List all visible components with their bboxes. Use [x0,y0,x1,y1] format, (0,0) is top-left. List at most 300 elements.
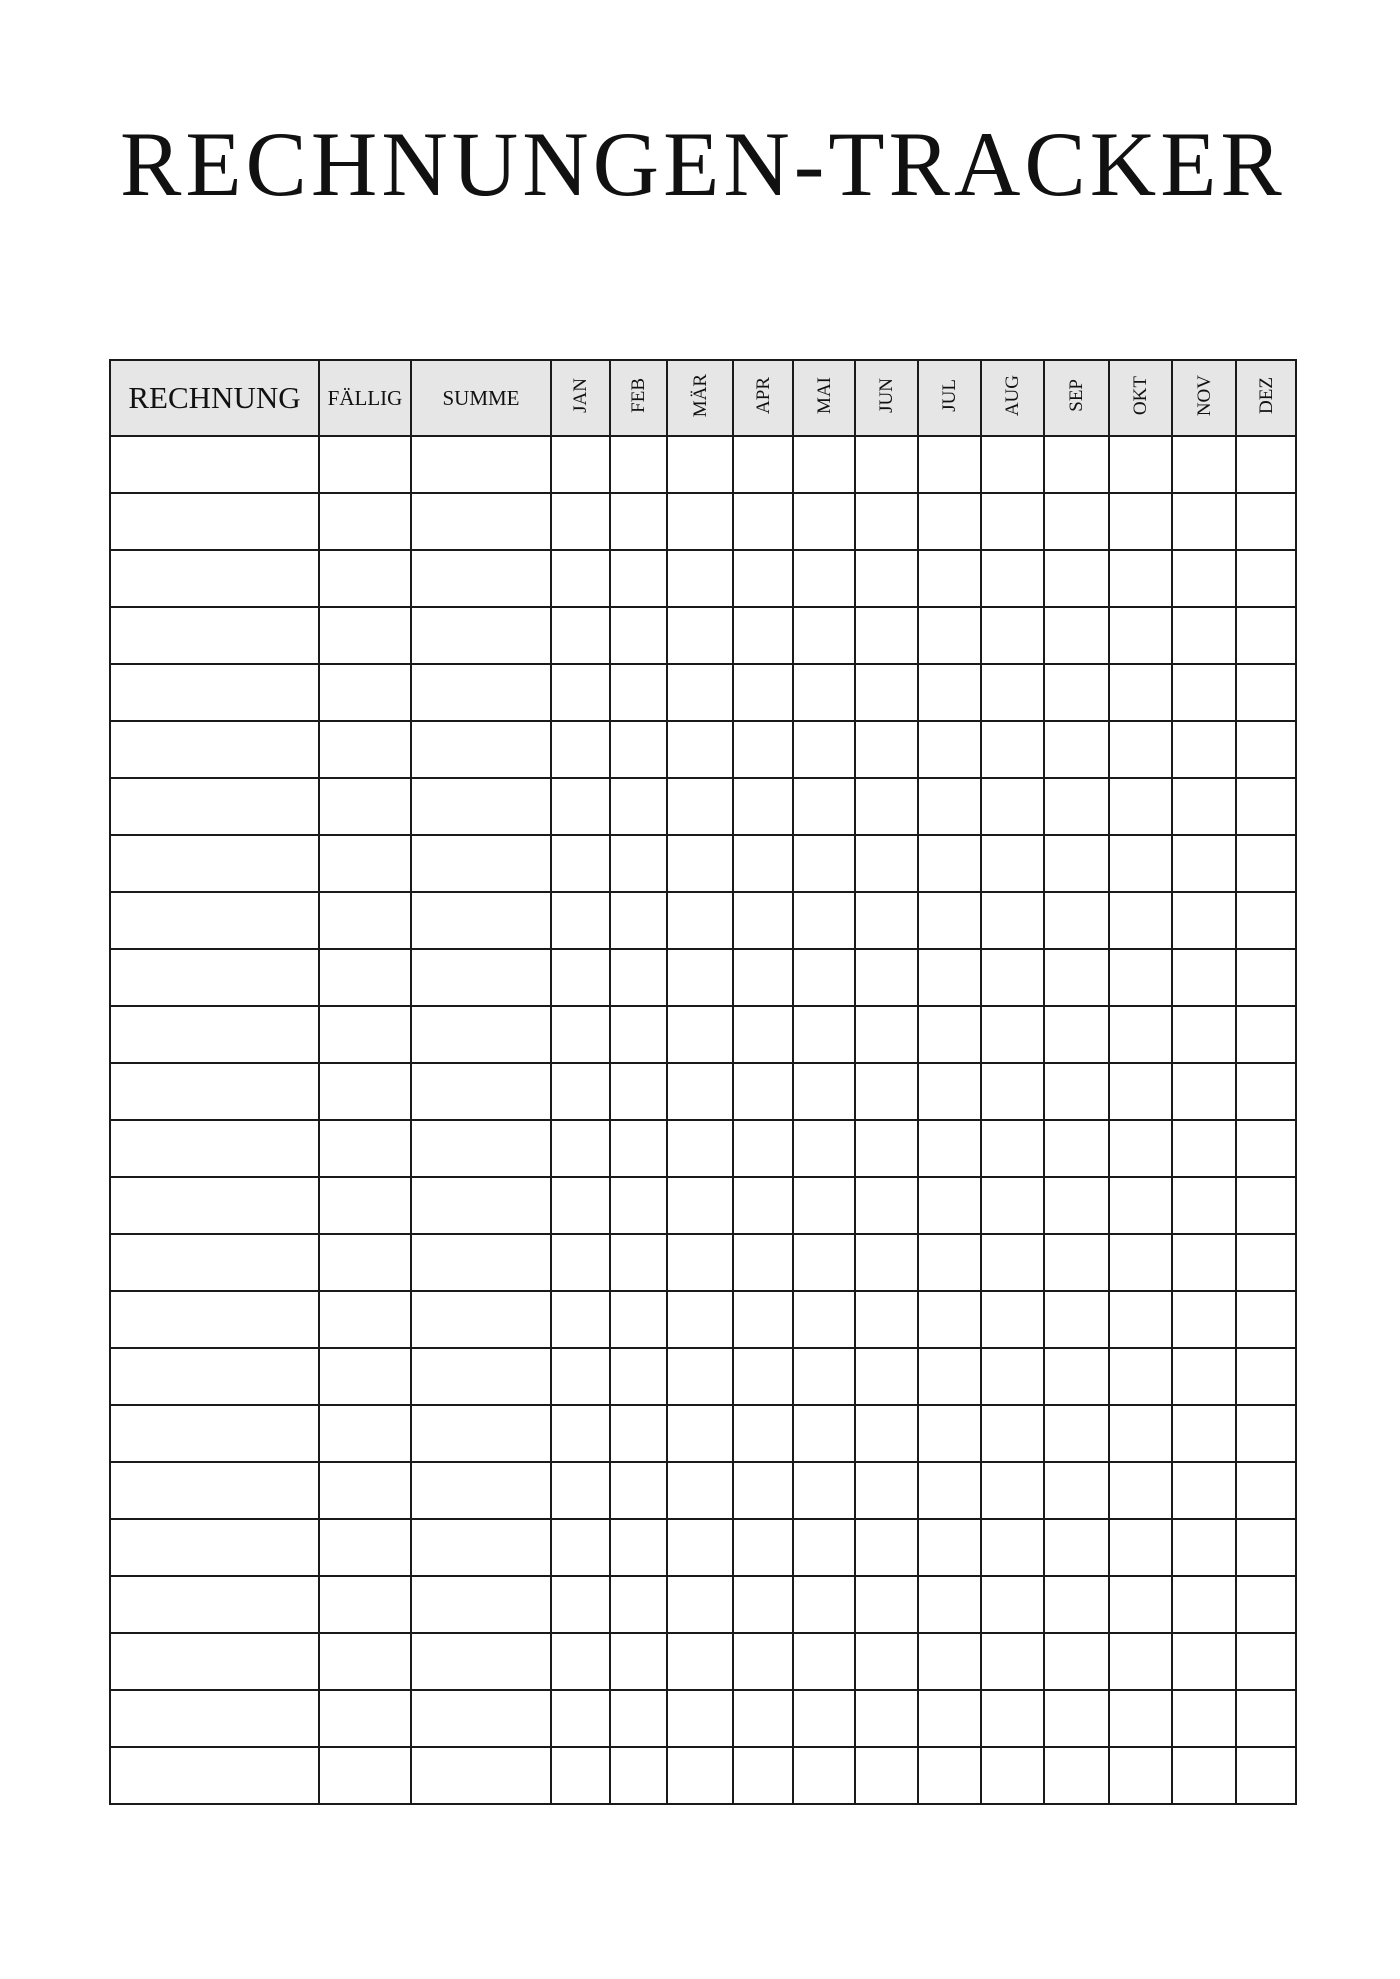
table-cell [319,1234,411,1291]
table-cell [793,1006,855,1063]
table-cell [1236,778,1296,835]
table-row [110,1747,1296,1804]
table-cell [733,664,793,721]
table-cell [1236,1063,1296,1120]
table-cell [667,1462,733,1519]
table-cell [1109,1462,1172,1519]
table-cell [110,1234,319,1291]
table-row [110,778,1296,835]
table-cell [1236,949,1296,1006]
table-cell [793,1348,855,1405]
table-cell [551,1348,610,1405]
table-row [110,1462,1296,1519]
table-cell [733,721,793,778]
table-cell [793,493,855,550]
table-cell [610,1063,667,1120]
table-cell [667,1177,733,1234]
table-cell [1236,436,1296,493]
table-cell [981,664,1044,721]
table-cell [319,778,411,835]
table-cell [1236,1633,1296,1690]
table-cell [551,1747,610,1804]
table-cell [110,1462,319,1519]
table-cell [918,1006,981,1063]
table-cell [855,664,918,721]
table-cell [551,1690,610,1747]
table-cell [551,493,610,550]
table-cell [1044,1291,1109,1348]
column-header-month [1172,360,1236,436]
table-cell [551,1405,610,1462]
table-cell [733,1177,793,1234]
table-cell [411,607,551,664]
table-cell [110,892,319,949]
table-cell [1109,1291,1172,1348]
table-cell [981,1405,1044,1462]
table-cell [319,721,411,778]
table-row [110,1576,1296,1633]
table-cell [793,1519,855,1576]
table-cell [667,436,733,493]
table-cell [1236,1690,1296,1747]
table-cell [793,778,855,835]
table-cell [1172,664,1236,721]
table-cell [319,835,411,892]
table-cell [981,1063,1044,1120]
table-row [110,1690,1296,1747]
table-cell [733,1006,793,1063]
table-cell [855,607,918,664]
table-cell [1044,664,1109,721]
table-cell [733,949,793,1006]
table-cell [411,1177,551,1234]
table-cell [1044,1006,1109,1063]
table-cell [1044,835,1109,892]
table-cell [610,664,667,721]
column-header-month [551,360,610,436]
table-row [110,1405,1296,1462]
table-row [110,835,1296,892]
table-cell [1109,664,1172,721]
table-cell [981,1348,1044,1405]
table-cell [855,1177,918,1234]
table-cell [918,1633,981,1690]
table-cell [1172,1519,1236,1576]
table-cell [855,1462,918,1519]
column-header-month [855,360,918,436]
table-cell [793,949,855,1006]
table-cell [610,892,667,949]
table-cell [110,1291,319,1348]
table-cell [1172,949,1236,1006]
table-cell [733,778,793,835]
table-cell [110,1747,319,1804]
column-header-summe: SUMME [411,360,551,436]
table-cell [110,1519,319,1576]
table-cell [551,1462,610,1519]
table-cell [981,1462,1044,1519]
table-cell [610,1120,667,1177]
table-cell [918,835,981,892]
table-cell [918,1120,981,1177]
table-cell [918,436,981,493]
table-cell [1236,835,1296,892]
table-cell [1109,1405,1172,1462]
table-cell [855,1006,918,1063]
table-cell [667,835,733,892]
table-cell [110,1633,319,1690]
table-row [110,1063,1296,1120]
table-cell [667,1690,733,1747]
table-cell [667,1063,733,1120]
table-cell [411,721,551,778]
table-cell [610,1348,667,1405]
table-cell [733,1462,793,1519]
table-cell [1236,1576,1296,1633]
month-label: FEB [628,378,649,413]
table-cell [610,1006,667,1063]
table-cell [1172,1177,1236,1234]
table-cell [610,1177,667,1234]
table-cell [411,892,551,949]
table-cell [981,493,1044,550]
table-cell [1109,1006,1172,1063]
column-header-month [667,360,733,436]
column-header-month [918,360,981,436]
table-row [110,949,1296,1006]
table-cell [1044,778,1109,835]
table-cell [1172,436,1236,493]
table-cell [981,1006,1044,1063]
table-cell [733,1747,793,1804]
table-cell [1172,721,1236,778]
table-cell [855,721,918,778]
table-cell [667,778,733,835]
table-cell [610,607,667,664]
table-cell [110,1348,319,1405]
table-cell [319,1405,411,1462]
column-header-month [793,360,855,436]
table-cell [319,949,411,1006]
table-row [110,1348,1296,1405]
table-cell [733,436,793,493]
table-cell [855,436,918,493]
table-cell [981,1690,1044,1747]
table-cell [1172,607,1236,664]
table-cell [319,436,411,493]
month-label: JUN [876,378,897,413]
table-cell [733,1519,793,1576]
table-cell [610,1405,667,1462]
table-cell [411,1234,551,1291]
table-row [110,1633,1296,1690]
column-header-rechnung: RECHNUNG [110,360,319,436]
table-cell [551,550,610,607]
table-cell [411,1006,551,1063]
table-cell [1172,1747,1236,1804]
table-cell [733,892,793,949]
table-row [110,493,1296,550]
table-cell [981,892,1044,949]
table-cell [110,1063,319,1120]
table-cell [1044,892,1109,949]
table-cell [1044,1462,1109,1519]
table-cell [981,436,1044,493]
table-cell [1109,1177,1172,1234]
table-cell [319,1690,411,1747]
table-cell [918,550,981,607]
table-cell [610,1462,667,1519]
table-cell [411,1519,551,1576]
table-cell [918,1291,981,1348]
table-cell [1109,1120,1172,1177]
table-cell [981,1633,1044,1690]
table-cell [110,493,319,550]
table-cell [1172,1006,1236,1063]
table-cell [855,1633,918,1690]
table-cell [793,835,855,892]
table-cell [1044,949,1109,1006]
table-cell [411,1120,551,1177]
table-cell [733,1633,793,1690]
column-header-faellig: FÄLLIG [319,360,411,436]
table-cell [918,1576,981,1633]
header-row [110,360,1296,436]
table-cell [855,550,918,607]
table-cell [733,550,793,607]
table-cell [667,949,733,1006]
table-cell [1109,1063,1172,1120]
table-cell [855,835,918,892]
table-cell [855,1519,918,1576]
column-header-month [610,360,667,436]
table-row [110,1006,1296,1063]
table-cell [1044,436,1109,493]
table-cell [918,1519,981,1576]
table-cell [667,664,733,721]
table-cell [1044,721,1109,778]
table-row [110,892,1296,949]
table-cell [551,1120,610,1177]
table-cell [793,721,855,778]
table-cell [667,1291,733,1348]
table-cell [855,1120,918,1177]
table-cell [610,1747,667,1804]
table-cell [551,1291,610,1348]
table-body [110,436,1296,1804]
table-cell [1172,1291,1236,1348]
table-cell [667,1633,733,1690]
table-cell [733,1405,793,1462]
table-cell [610,1234,667,1291]
table-cell [1172,1690,1236,1747]
table-row [110,1120,1296,1177]
month-label: MÄR [689,373,711,418]
table-cell [793,1234,855,1291]
table-cell [1236,1120,1296,1177]
table-cell [1172,1633,1236,1690]
table-cell [981,1291,1044,1348]
table-cell [551,778,610,835]
table-cell [610,1519,667,1576]
table-cell [1236,721,1296,778]
table-cell [1236,892,1296,949]
month-label: DEZ [1255,377,1277,414]
table-cell [667,1519,733,1576]
table-cell [981,1576,1044,1633]
table-cell [551,1519,610,1576]
table-cell [1044,1348,1109,1405]
table-cell [855,892,918,949]
table-cell [551,1633,610,1690]
table-cell [1236,607,1296,664]
table-cell [981,607,1044,664]
table-cell [1109,835,1172,892]
table-cell [667,550,733,607]
table-cell [733,835,793,892]
table-cell [110,550,319,607]
table-cell [667,1120,733,1177]
table-cell [319,1177,411,1234]
table-cell [667,1405,733,1462]
table-cell [918,493,981,550]
column-header-month [1109,360,1172,436]
table-cell [1236,664,1296,721]
table-cell [319,550,411,607]
table-cell [733,1063,793,1120]
table-cell [855,493,918,550]
table-cell [319,1006,411,1063]
table-cell [918,1234,981,1291]
table-cell [981,949,1044,1006]
table-cell [793,1177,855,1234]
table-row [110,721,1296,778]
table-cell [1044,1519,1109,1576]
table-cell [411,1747,551,1804]
table-cell [1172,1405,1236,1462]
table-cell [855,778,918,835]
table-cell [793,1291,855,1348]
table-cell [1044,1576,1109,1633]
table-cell [411,778,551,835]
table-cell [551,1063,610,1120]
table-cell [981,1234,1044,1291]
table-cell [551,892,610,949]
table-cell [981,550,1044,607]
month-label: NOV [1193,374,1215,417]
table-cell [319,892,411,949]
table-cell [551,664,610,721]
table-cell [319,493,411,550]
month-label: APR [752,377,774,414]
table-cell [1109,436,1172,493]
column-header-month [981,360,1044,436]
table-cell [918,949,981,1006]
table-cell [981,721,1044,778]
table-cell [551,1006,610,1063]
table-cell [918,1177,981,1234]
table-cell [1109,607,1172,664]
table-cell [1236,1234,1296,1291]
table-cell [1109,1234,1172,1291]
table-cell [1172,892,1236,949]
table-cell [411,550,551,607]
table-cell [981,835,1044,892]
table-cell [667,721,733,778]
table-cell [733,493,793,550]
table-cell [551,436,610,493]
table-cell [733,1348,793,1405]
table-cell [110,1576,319,1633]
table-cell [918,607,981,664]
table-cell [551,1234,610,1291]
table-cell [1172,493,1236,550]
table-cell [1109,949,1172,1006]
column-header-month [1044,360,1109,436]
table-cell [319,664,411,721]
table-cell [610,493,667,550]
table-cell [1172,1120,1236,1177]
table-cell [667,1006,733,1063]
table-cell [1172,1063,1236,1120]
month-label: JUL [939,379,960,412]
table-cell [793,1462,855,1519]
table-cell [110,436,319,493]
table-cell [1236,1462,1296,1519]
table-cell [1044,1120,1109,1177]
table-cell [793,1063,855,1120]
table-cell [1044,1063,1109,1120]
table-cell [411,493,551,550]
table-cell [793,607,855,664]
column-header-month [1236,360,1296,436]
table-cell [918,892,981,949]
table-cell [319,1348,411,1405]
table-cell [110,835,319,892]
table-cell [110,721,319,778]
table-cell [610,1633,667,1690]
table-cell [667,892,733,949]
table-cell [793,1747,855,1804]
table-cell [667,1234,733,1291]
table-cell [1109,1519,1172,1576]
table-cell [1044,550,1109,607]
table-cell [855,1405,918,1462]
month-label: MAI [813,377,835,414]
table-cell [1109,1690,1172,1747]
table-cell [667,1576,733,1633]
table-cell [793,892,855,949]
table-cell [411,1576,551,1633]
table-cell [110,1177,319,1234]
table-cell [733,1291,793,1348]
table-cell [918,1747,981,1804]
table-cell [918,1063,981,1120]
table-cell [110,1405,319,1462]
table-cell [1044,1234,1109,1291]
column-header-month [733,360,793,436]
table-cell [1044,1405,1109,1462]
table-cell [319,1063,411,1120]
table-cell [551,835,610,892]
table-cell [1236,1519,1296,1576]
table-cell [733,1120,793,1177]
table-cell [855,1690,918,1747]
table-cell [411,1462,551,1519]
table-cell [1236,1177,1296,1234]
table-cell [918,778,981,835]
table-cell [551,721,610,778]
